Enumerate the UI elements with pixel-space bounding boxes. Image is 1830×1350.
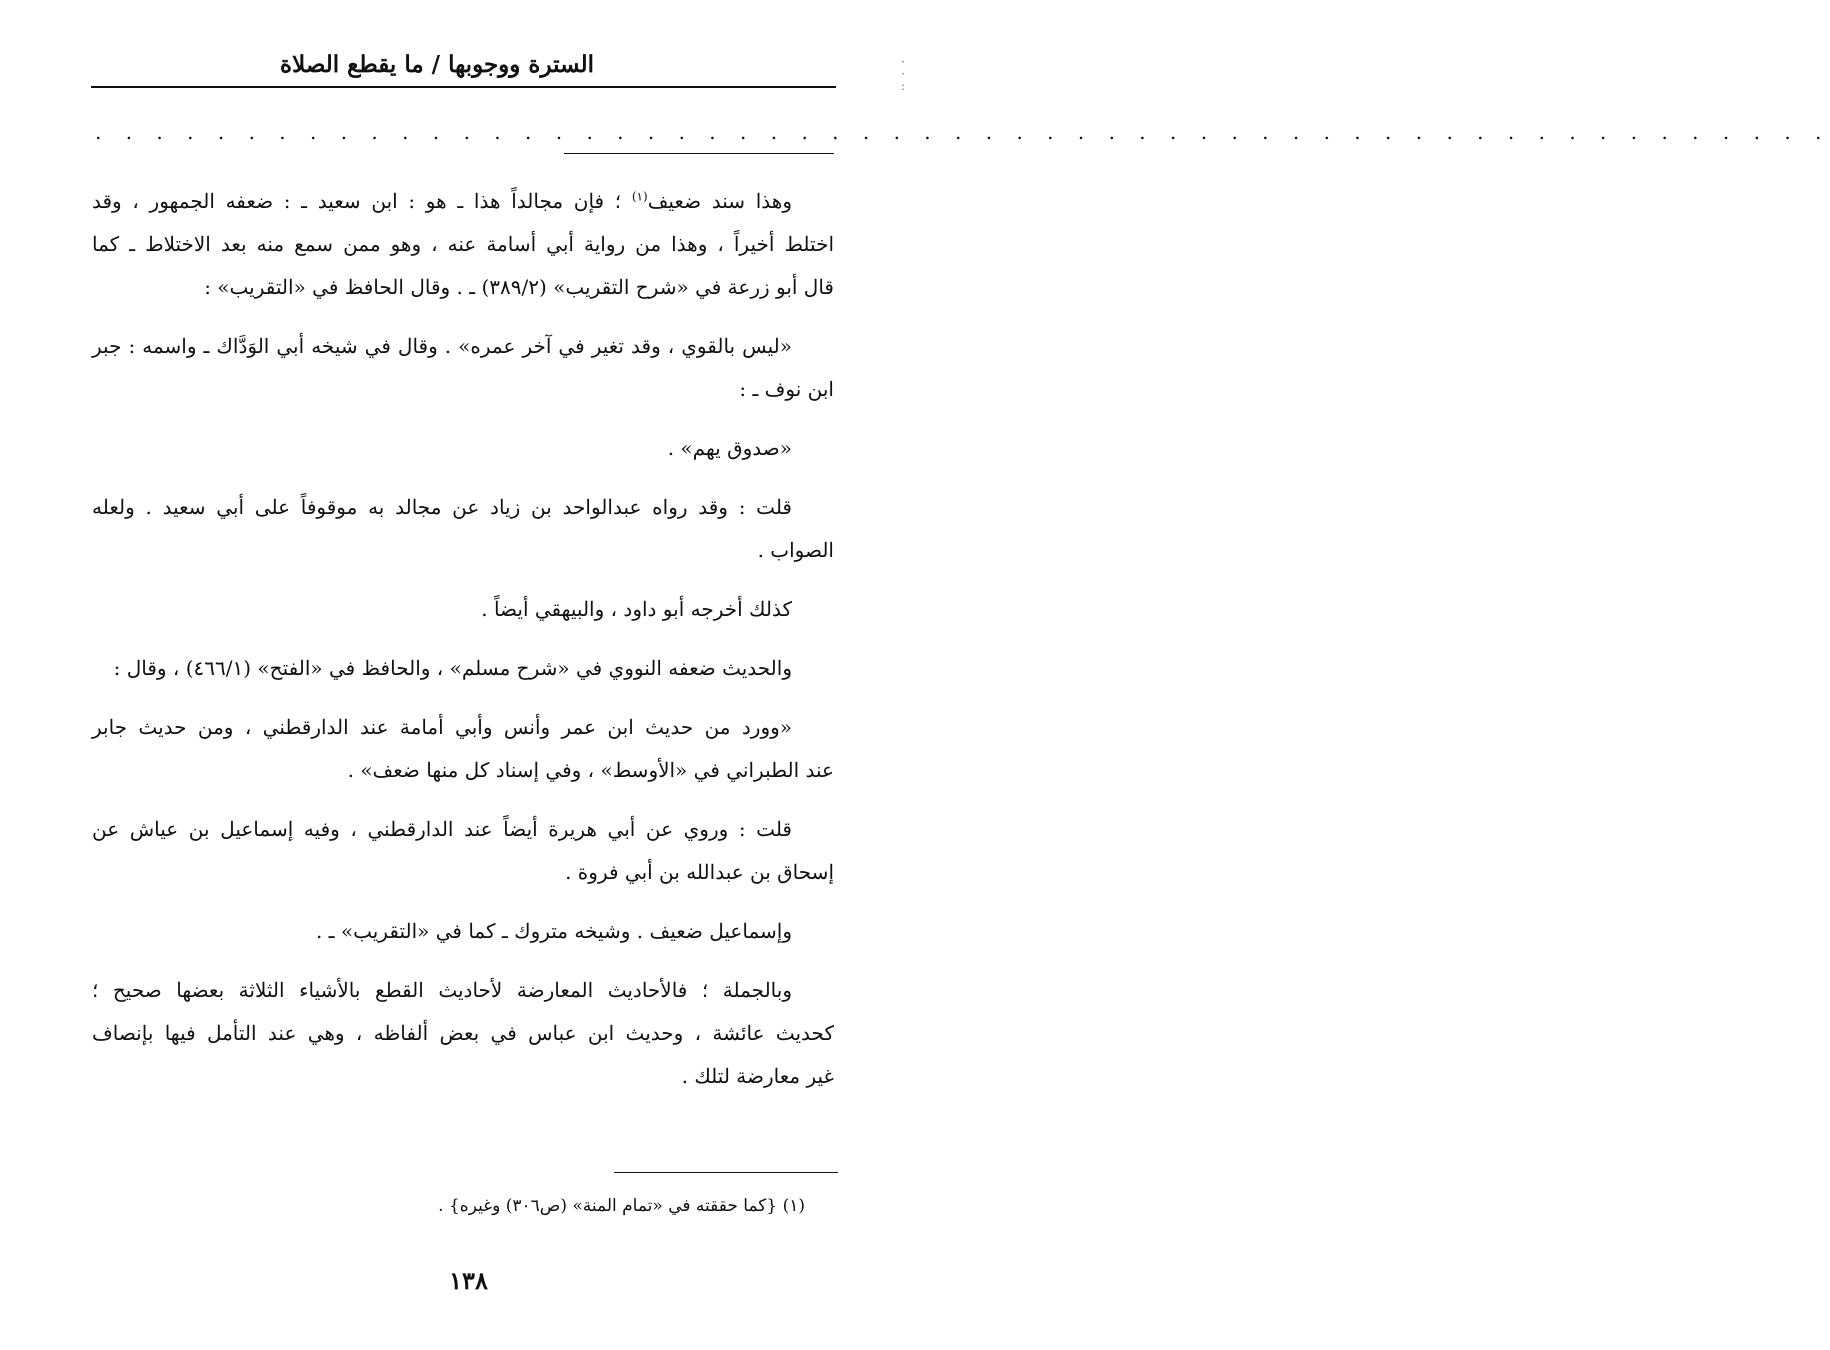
separator-rule bbox=[564, 153, 834, 154]
paragraph-line: وبالجملة ؛ فالأحاديث المعارضة لأحاديث القطع بالأشياء الثلاثة بعضها صحيح ؛ bbox=[92, 978, 792, 1002]
paragraph-7 bbox=[92, 706, 834, 792]
paragraph-line: ابن نوف ـ : bbox=[739, 377, 834, 401]
paragraph-9 bbox=[92, 910, 834, 953]
main-text bbox=[92, 180, 834, 1098]
paragraph-gap bbox=[92, 470, 834, 486]
paragraph-line: الصواب . bbox=[757, 538, 834, 562]
paragraph-gap bbox=[92, 894, 834, 910]
paragraph-line: إسحاق بن عبدالله بن أبي فروة . bbox=[565, 860, 834, 884]
paragraph-line: كحديث عائشة ، وحديث ابن عباس في بعض ألفاظه ، وهي عند التأمل فيها بإنصاف bbox=[92, 1021, 834, 1045]
paragraph-line: «ليس بالقوي ، وقد تغير في آخر عمره» . وقال في شيخه أبي الوَدَّاك ـ واسمه : جبر bbox=[92, 334, 792, 358]
page-number: ١٣٨ bbox=[449, 1266, 488, 1295]
paragraph-2 bbox=[92, 325, 834, 411]
paragraph-line: عند الطبراني في «الأوسط» ، وفي إسناد كل منها ضعف» . bbox=[347, 758, 834, 782]
paragraph-gap bbox=[92, 690, 834, 706]
paragraph-gap bbox=[92, 309, 834, 325]
paragraph-8 bbox=[92, 808, 834, 894]
paragraph-line: «صدوق يهم» . bbox=[667, 436, 792, 460]
margin-mark: · · : bbox=[900, 55, 906, 93]
paragraph-gap bbox=[92, 411, 834, 427]
paragraph-gap bbox=[92, 792, 834, 808]
paragraph-line: «وورد من حديث ابن عمر وأنس وأبي أمامة عند الدارقطني ، ومن حديث جابر bbox=[92, 715, 792, 739]
paragraph-gap bbox=[92, 631, 834, 647]
paragraph-line: قلت : وقد رواه عبدالواحد بن زياد عن مجالد به موقوفاً على أبي سعيد . ولعله bbox=[92, 495, 792, 519]
paragraph-3 bbox=[92, 427, 834, 470]
paragraph-line: اختلط أخيراً ، وهذا من رواية أبي أسامة عنه ، وهو ممن سمع منه بعد الاختلاط ـ كما bbox=[92, 232, 834, 256]
paragraph-line: غير معارضة لتلك . bbox=[681, 1064, 834, 1088]
paragraph-4 bbox=[92, 486, 834, 572]
text-run: ؛ فإن مجالداً هذا ـ هو : ابن سعيد ـ : ضعفه الجمهور ، وقد bbox=[92, 189, 632, 213]
paragraph-line: قلت : وروي عن أبي هريرة أيضاً عند الدارقطني ، وفيه إسماعيل بن عياش عن bbox=[92, 817, 792, 841]
paragraph-line: قال أبو زرعة في «شرح التقريب» (٣٨٩/٢) ـ . وقال الحافظ في «التقريب» : bbox=[204, 275, 834, 299]
footnote: (١) {كما حققته في «تمام المنة» (ص٣٠٦) وغيره} . bbox=[438, 1196, 805, 1216]
paragraph-6 bbox=[92, 647, 834, 690]
paragraph-line bbox=[92, 180, 834, 223]
paragraph-1 bbox=[92, 180, 834, 309]
footnote-rule bbox=[614, 1172, 838, 1173]
header-rule bbox=[91, 86, 836, 88]
paragraph-10 bbox=[92, 969, 834, 1098]
running-header-title: السترة ووجوبها / ما يقطع الصلاة bbox=[280, 51, 594, 78]
text-run: وهذا سند ضعيف bbox=[647, 189, 792, 213]
footnote-marker[interactable]: (١) bbox=[631, 189, 648, 204]
paragraph-5 bbox=[92, 588, 834, 631]
paragraph-gap bbox=[92, 572, 834, 588]
paragraph-line: وإسماعيل ضعيف . وشيخه متروك ـ كما في «التقريب» ـ . bbox=[315, 919, 792, 943]
paragraph-gap bbox=[92, 953, 834, 969]
paragraph-line: كذلك أخرجه أبو داود ، والبيهقي أيضاً . bbox=[481, 597, 792, 621]
dotted-separator: . . . . . . . . . . . . . . . . . . . . . . . . . . . . . . . . . . . . . . . . . . . . . . . . . . . . . . . . . bbox=[95, 120, 1830, 144]
paragraph-line: والحديث ضعفه النووي في «شرح مسلم» ، والحافظ في «الفتح» (٤٦٦/١) ، وقال : bbox=[113, 656, 792, 680]
